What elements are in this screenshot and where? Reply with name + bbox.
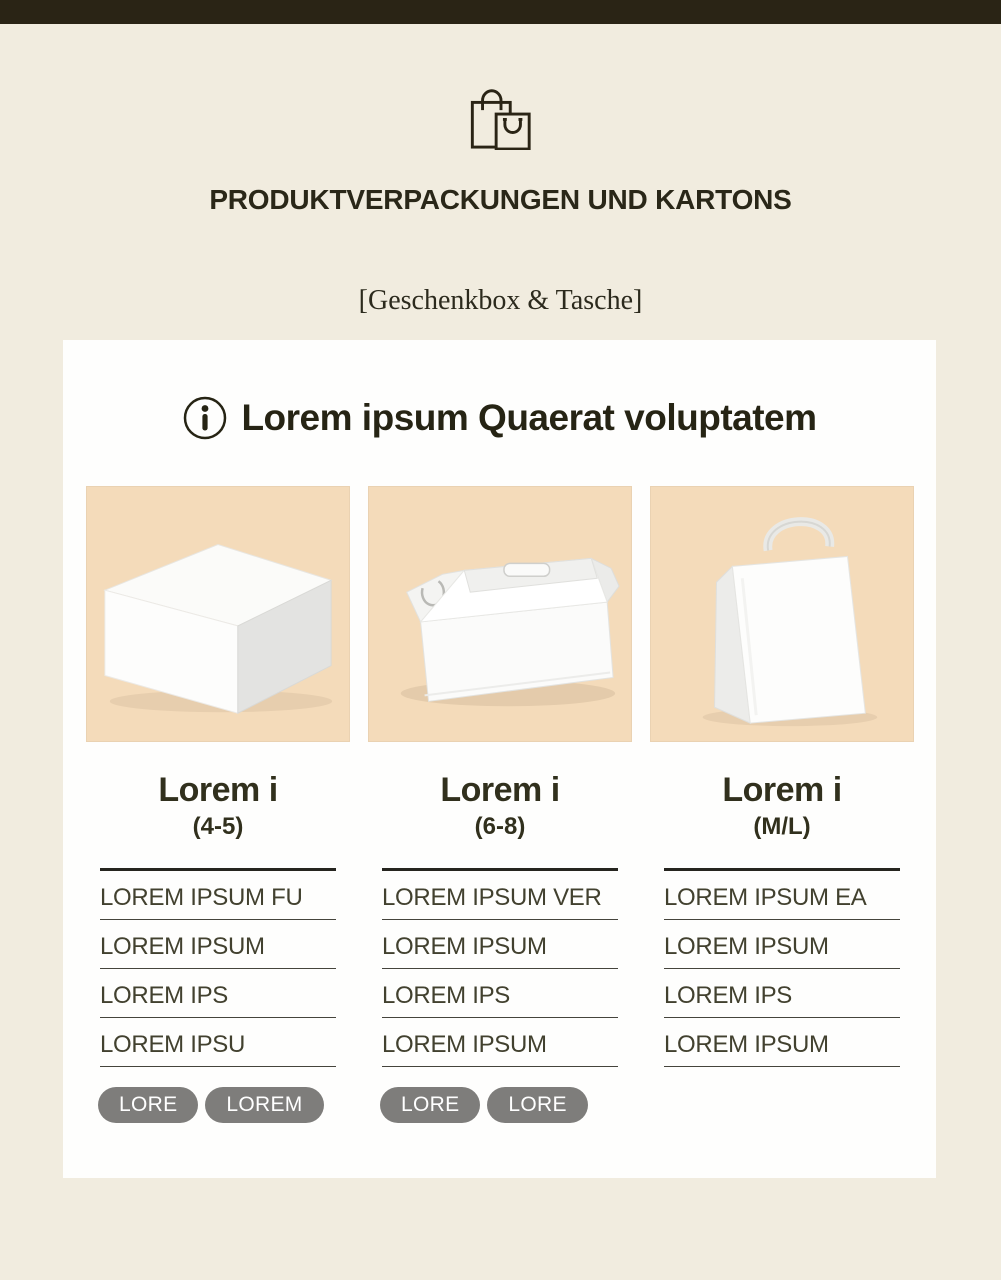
spec-row: LOREM IPSUM <box>382 920 618 969</box>
spec-row: LOREM IPS <box>100 969 336 1018</box>
spec-row: LOREM IPSUM <box>382 1018 618 1067</box>
product-column-paper-bag <box>650 486 914 1123</box>
spec-row: LOREM IPSUM <box>664 920 900 969</box>
info-icon <box>183 396 227 440</box>
spec-row: LOREM IPSU <box>100 1018 336 1067</box>
page-subtitle: [Geschenkbox & Tasche] <box>358 285 643 316</box>
spec-list <box>382 871 618 1067</box>
product-column-gift-box <box>86 486 350 1123</box>
spec-row: LOREM IPSUM <box>100 920 336 969</box>
tag-badge: LORE <box>380 1087 480 1123</box>
column-size-label: (4-5) <box>192 813 244 840</box>
column-title: Lorem i <box>158 771 278 809</box>
spec-row: LOREM IPS <box>382 969 618 1018</box>
content-card <box>63 340 936 1178</box>
product-image-gift-box <box>86 486 350 742</box>
product-image-carry-box <box>368 486 632 742</box>
gift-box-illustration <box>87 487 349 741</box>
spec-row: LOREM IPSUM VER <box>382 871 618 920</box>
column-size-label: (M/L) <box>753 813 811 840</box>
carry-box-illustration <box>369 487 631 741</box>
spec-row: LOREM IPSUM <box>664 1018 900 1067</box>
tag-badge: LORE <box>487 1087 587 1123</box>
column-size-label: (6-8) <box>474 813 526 840</box>
spec-row: LOREM IPS <box>664 969 900 1018</box>
spec-row: LOREM IPSUM FU <box>100 871 336 920</box>
spec-list <box>100 871 336 1067</box>
top-bar <box>0 0 1001 24</box>
product-column-carry-box <box>368 486 632 1123</box>
shopping-bags-icon <box>469 82 533 150</box>
tag-badge: LOREM <box>205 1087 323 1123</box>
spec-row: LOREM IPSUM EA <box>664 871 900 920</box>
product-image-paper-bag <box>650 486 914 742</box>
brand-icon-container <box>0 82 1001 150</box>
page-title: PRODUKTVERPACKUNGEN UND KARTONS <box>209 184 792 215</box>
product-columns <box>86 486 914 1123</box>
card-heading <box>86 396 914 440</box>
spec-list <box>664 871 900 1067</box>
tag-row <box>98 1087 350 1123</box>
tag-row <box>380 1087 632 1123</box>
card-heading-text: Lorem ipsum Quaerat voluptatem <box>241 397 817 438</box>
column-title: Lorem i <box>440 771 560 809</box>
paper-bag-illustration <box>651 487 913 741</box>
column-title: Lorem i <box>722 771 842 809</box>
tag-badge: LORE <box>98 1087 198 1123</box>
